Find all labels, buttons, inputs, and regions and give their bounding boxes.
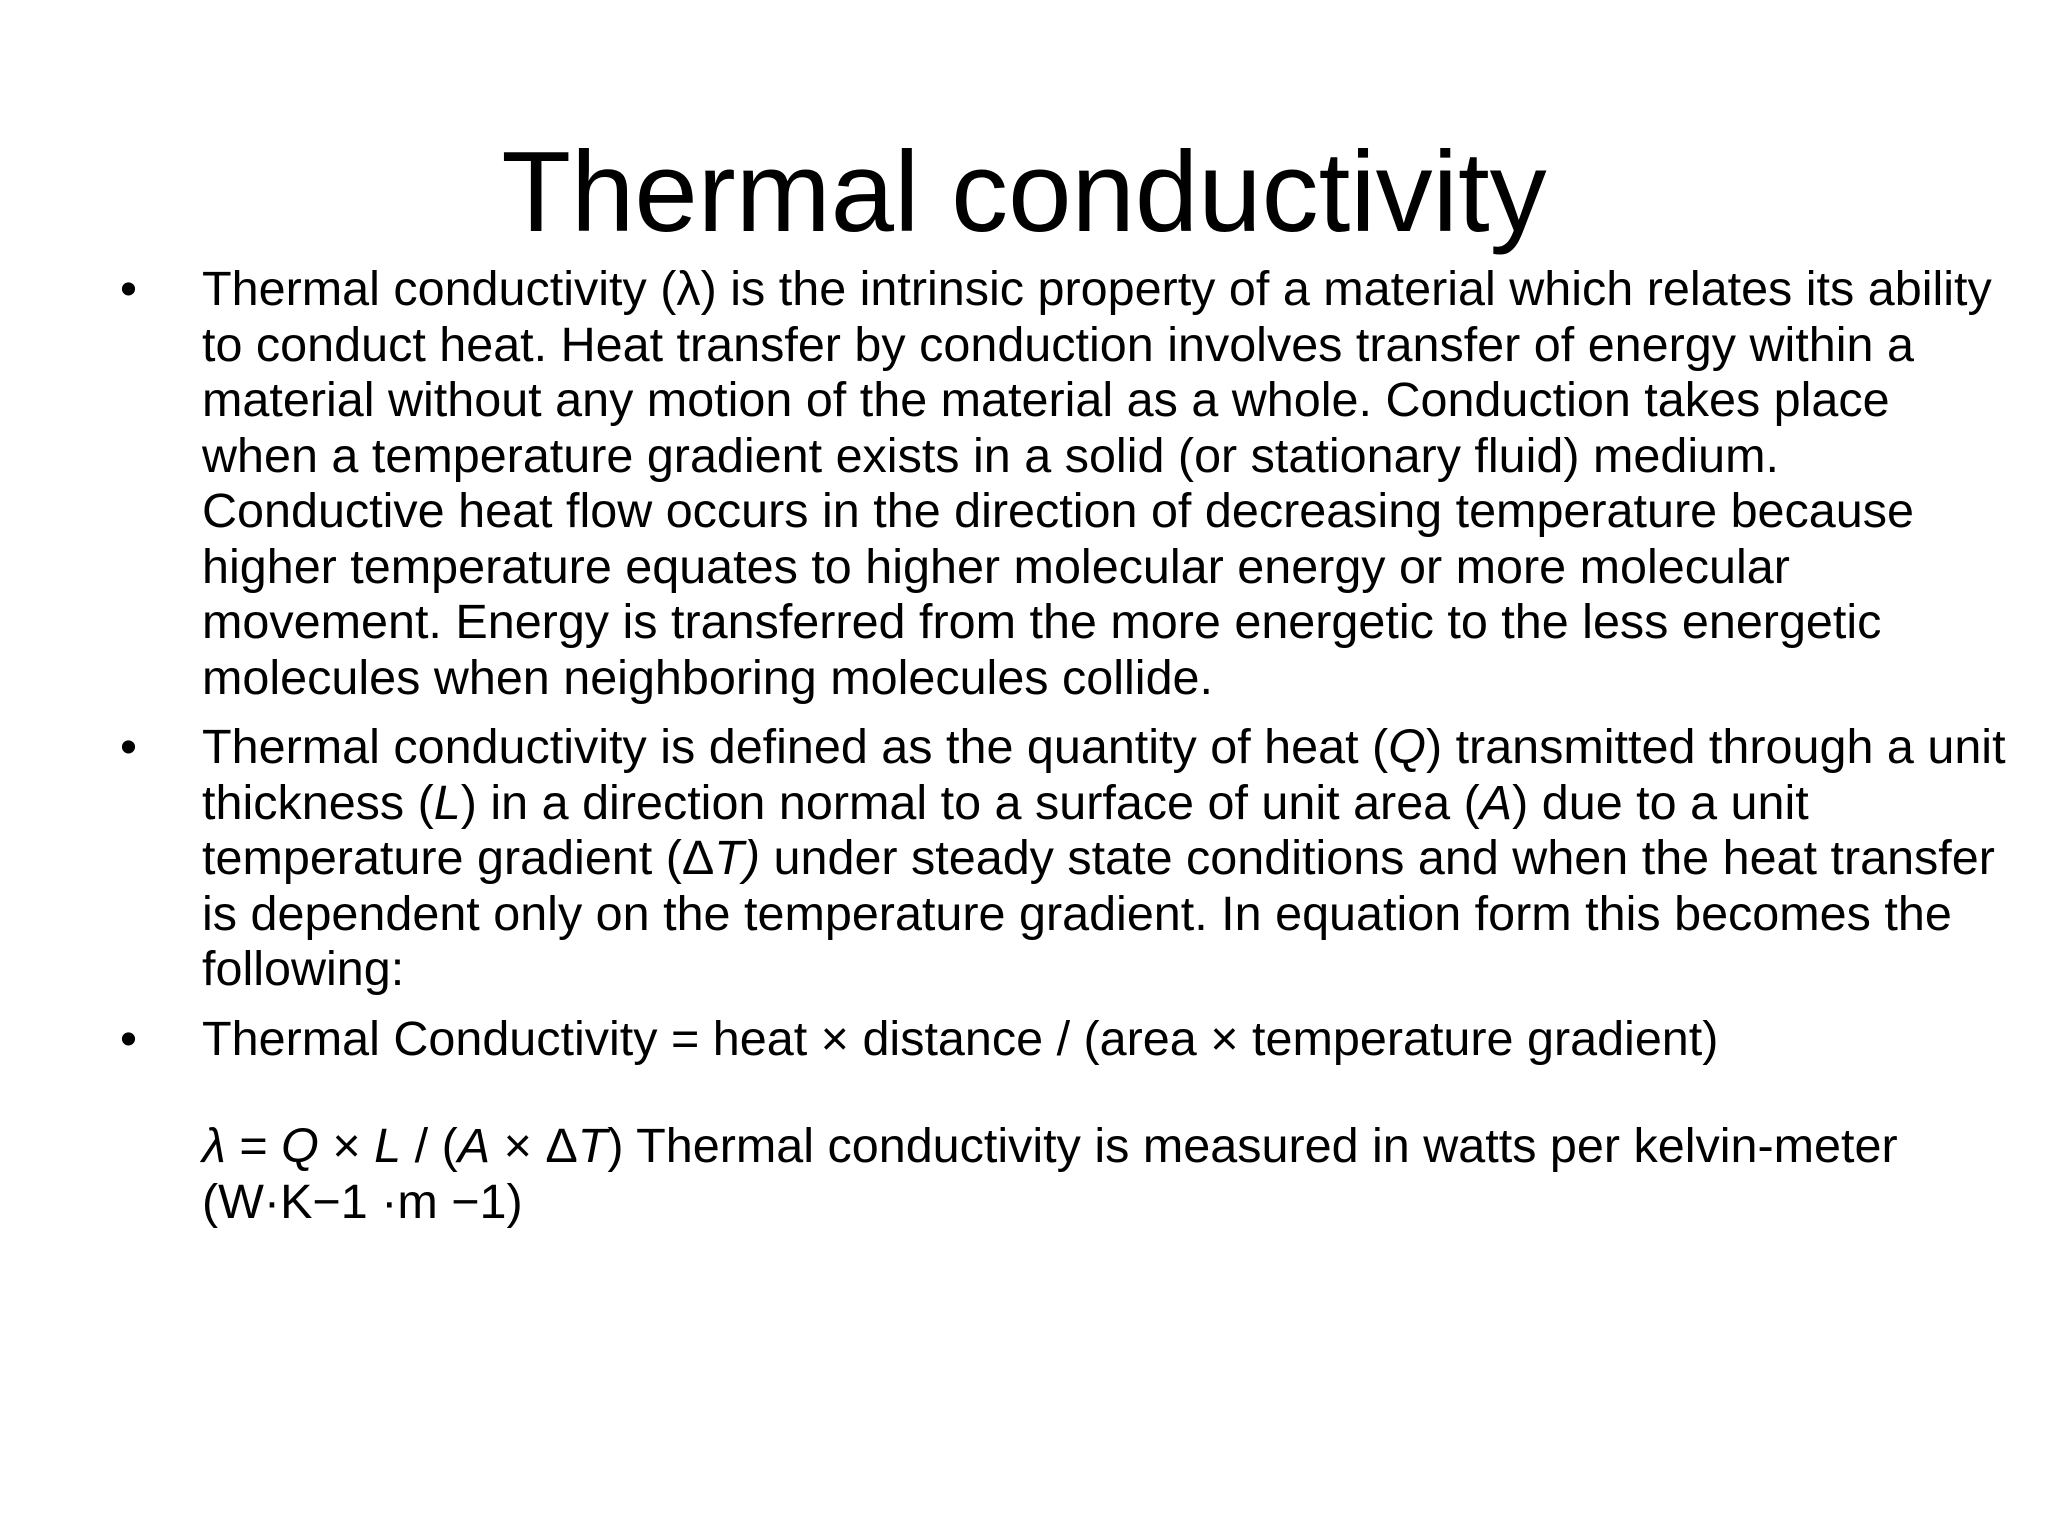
text-run: Thermal conductivity is defined as the quantity of heat ( bbox=[202, 720, 1389, 774]
equation-block bbox=[120, 1119, 2010, 1230]
text-run: ) due to a unit temperature gradient (Δ bbox=[202, 775, 1809, 885]
variable-a: A bbox=[1479, 775, 1513, 830]
text-run: / ( bbox=[401, 1119, 458, 1173]
text-run: ) in a direction normal to a surface of unit area ( bbox=[460, 775, 1480, 830]
variable-l: L bbox=[433, 775, 461, 830]
bullet-text bbox=[202, 720, 2010, 998]
symbol-q: Q bbox=[281, 1119, 319, 1173]
text-run: = bbox=[225, 1119, 282, 1173]
symbol-l: L bbox=[374, 1119, 402, 1173]
variable-t: T) bbox=[714, 831, 761, 885]
bullet-item-formal-definition bbox=[120, 720, 2010, 998]
bullet-marker: • bbox=[120, 720, 137, 774]
text-run: ) transmitted through a unit thickness ( bbox=[202, 720, 2006, 830]
equation-formula bbox=[202, 1119, 624, 1173]
bullet-marker: • bbox=[120, 262, 137, 316]
variable-q: Q bbox=[1388, 720, 1426, 774]
text-run: × bbox=[318, 1119, 375, 1173]
equation-description: Thermal conductivity is measured in watts per kelvin-meter (W·K−1 ·m −1) bbox=[202, 1119, 1898, 1229]
symbol-a: A bbox=[457, 1119, 491, 1173]
text-run: ) bbox=[607, 1119, 624, 1173]
bullet-marker: • bbox=[120, 1011, 137, 1066]
slide-title: Thermal conductivity bbox=[501, 129, 1547, 256]
bullet-item-word-equation bbox=[120, 1012, 2010, 1068]
bullet-item-definition bbox=[120, 262, 2010, 706]
text-run: × Δ bbox=[490, 1119, 578, 1173]
bullet-text: Thermal Conductivity = heat × distance / (area × temperature gradient) bbox=[202, 1011, 1719, 1066]
slide-content bbox=[120, 262, 2010, 1230]
symbol-t: T bbox=[577, 1119, 608, 1173]
symbol-lambda: λ bbox=[202, 1119, 226, 1173]
bullet-text: Thermal conductivity (λ) is the intrinsic property of a material which relates its ability to conduct heat. Heat transfer by conduction involves transfer of energy within a material without any motion of the material as a whole. Conduction takes place when a temperature gradient exists in a solid (or stationary fluid) medium. Conductive heat flow occurs in the direction of decreasing temperature because higher temperature equates to higher molecular energy or more molecular movement. Energy is transferred from the more energetic to the less energetic molecules when neighboring molecules collide. bbox=[202, 262, 1992, 705]
text-run: under steady state conditions and when the heat transfer is dependent only on the temperature gradient. In equation form this becomes the following: bbox=[202, 831, 1995, 996]
